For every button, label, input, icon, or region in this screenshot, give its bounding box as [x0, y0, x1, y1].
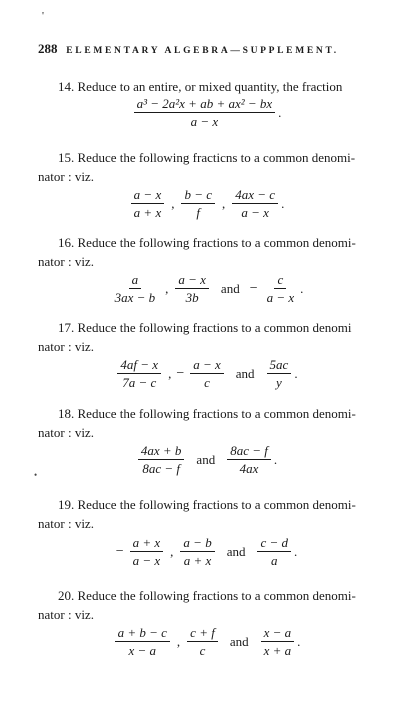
problem-16-math — [0, 272, 413, 305]
problem-statement-cont: nator : viz. — [38, 169, 94, 184]
comma: , — [170, 543, 174, 559]
denominator: x + a — [263, 643, 292, 658]
denominator: 4ax — [239, 461, 259, 476]
denominator: 7a − c — [122, 375, 157, 390]
problem-20-text — [38, 586, 378, 624]
running-header — [38, 41, 378, 57]
denominator: c — [204, 375, 210, 390]
problem-14-text — [38, 77, 378, 96]
denominator: a − x — [132, 553, 161, 568]
problem-number: 17. — [58, 320, 75, 335]
denominator: 3ax − b — [114, 290, 156, 305]
denominator: f — [196, 205, 201, 220]
fraction — [227, 443, 271, 476]
fraction — [187, 625, 218, 658]
comma: , — [165, 280, 169, 296]
comma: , — [168, 365, 172, 381]
fraction — [117, 357, 161, 390]
problem-14-math — [0, 96, 413, 129]
problem-statement-cont: nator : viz. — [38, 607, 94, 622]
fraction — [112, 272, 159, 305]
end-period: . — [278, 104, 282, 120]
numerator: a − x — [175, 272, 209, 289]
problem-number: 15. — [58, 150, 75, 165]
page-number: 288 — [38, 41, 58, 56]
and-word: and — [220, 280, 240, 296]
problem-number: 18. — [58, 406, 75, 421]
problem-15-math — [0, 187, 413, 220]
fraction — [264, 272, 298, 305]
fraction — [257, 535, 291, 568]
problem-statement-cont: nator : viz. — [38, 516, 94, 531]
fraction — [138, 443, 185, 476]
fraction — [115, 625, 170, 658]
problem-17-math — [0, 357, 413, 390]
and-word: and — [196, 451, 216, 467]
end-period: . — [300, 280, 304, 296]
numerator: c — [274, 272, 286, 289]
problem-number: 14. — [58, 79, 75, 94]
denominator: y — [276, 375, 282, 390]
problem-20-math — [0, 625, 413, 658]
numerator: 4af − x — [117, 357, 161, 374]
numerator: 8ac − f — [227, 443, 271, 460]
and-word: and — [226, 543, 246, 559]
minus-sign: − — [115, 543, 124, 559]
numerator: c − d — [257, 535, 291, 552]
denominator: c — [199, 643, 206, 658]
denominator: a − x — [241, 205, 269, 220]
fraction — [175, 272, 209, 305]
problem-19-math — [0, 535, 413, 568]
problem-statement-cont: nator : viz. — [38, 425, 94, 440]
denominator: a − x — [190, 114, 219, 129]
numerator: a + x — [130, 535, 164, 552]
denominator: a + x — [183, 553, 212, 568]
numerator: 4ax + b — [138, 443, 185, 460]
problem-statement: Reduce to an entire, or mixed quantity, the fraction — [77, 79, 343, 94]
problem-statement: Reduce the following fractions to a common denomi- — [77, 235, 356, 250]
denominator: 8ac − f — [142, 461, 180, 476]
fraction — [232, 187, 278, 220]
end-period: . — [281, 195, 285, 211]
fraction — [181, 187, 215, 220]
problem-15-text — [38, 148, 378, 186]
comma: , — [222, 195, 226, 211]
running-title: ELEMENTARY ALGEBRA—SUPPLEMENT. — [66, 46, 339, 56]
problem-17-text — [38, 318, 378, 356]
problem-statement-cont: nator : viz. — [38, 339, 94, 354]
denominator: a − x — [266, 290, 295, 305]
comma: , — [171, 195, 175, 211]
and-word: and — [229, 633, 249, 649]
fraction — [131, 187, 165, 220]
fraction — [267, 357, 292, 390]
problem-statement-cont: nator : viz. — [38, 254, 94, 269]
fraction — [130, 535, 164, 568]
denominator: x − a — [128, 643, 157, 658]
top-mark: ' — [42, 10, 44, 22]
end-period: . — [273, 451, 278, 467]
numerator: a³ − 2a²x + ab + ax² − bx — [134, 96, 276, 113]
margin-mark: • — [34, 470, 38, 480]
fraction — [261, 625, 295, 658]
numerator: x − a — [261, 625, 295, 642]
numerator: b − c — [181, 187, 215, 204]
problem-18-math — [0, 443, 413, 476]
fraction — [180, 535, 214, 568]
minus-sign: − — [176, 365, 185, 381]
problem-statement: Reduce the following fractions to a common denomi — [77, 320, 352, 335]
problem-18-text — [38, 404, 378, 442]
end-period: . — [294, 365, 298, 381]
problem-statement: Reduce the following fractions to a common denomi- — [77, 406, 356, 421]
numerator: 5ac — [267, 357, 292, 374]
fraction — [134, 96, 276, 129]
denominator: a + x — [133, 205, 162, 220]
problem-16-text — [38, 233, 378, 271]
and-word: and — [235, 365, 255, 381]
numerator: a − x — [131, 187, 165, 204]
numerator: c + f — [187, 625, 218, 642]
end-period: . — [294, 543, 298, 559]
numerator: a − x — [190, 357, 224, 374]
problem-statement: Reduce the following fracticns to a common denomi- — [77, 150, 356, 165]
problem-number: 20. — [58, 588, 75, 603]
denominator: a — [271, 553, 278, 568]
fraction — [190, 357, 224, 390]
minus-sign: − — [249, 280, 258, 296]
problem-number: 19. — [58, 497, 75, 512]
numerator: 4ax − c — [232, 187, 278, 204]
problem-statement: Reduce the following fractions to a common denomi- — [77, 588, 356, 603]
problem-number: 16. — [58, 235, 75, 250]
problem-statement: Reduce the following fractions to a common denomi- — [77, 497, 356, 512]
problem-19-text — [38, 495, 378, 533]
numerator: a — [129, 272, 142, 289]
numerator: a − b — [180, 535, 214, 552]
numerator: a + b − c — [115, 625, 170, 642]
end-period: . — [297, 633, 301, 649]
denominator: 3b — [185, 290, 199, 305]
comma: , — [176, 633, 181, 649]
